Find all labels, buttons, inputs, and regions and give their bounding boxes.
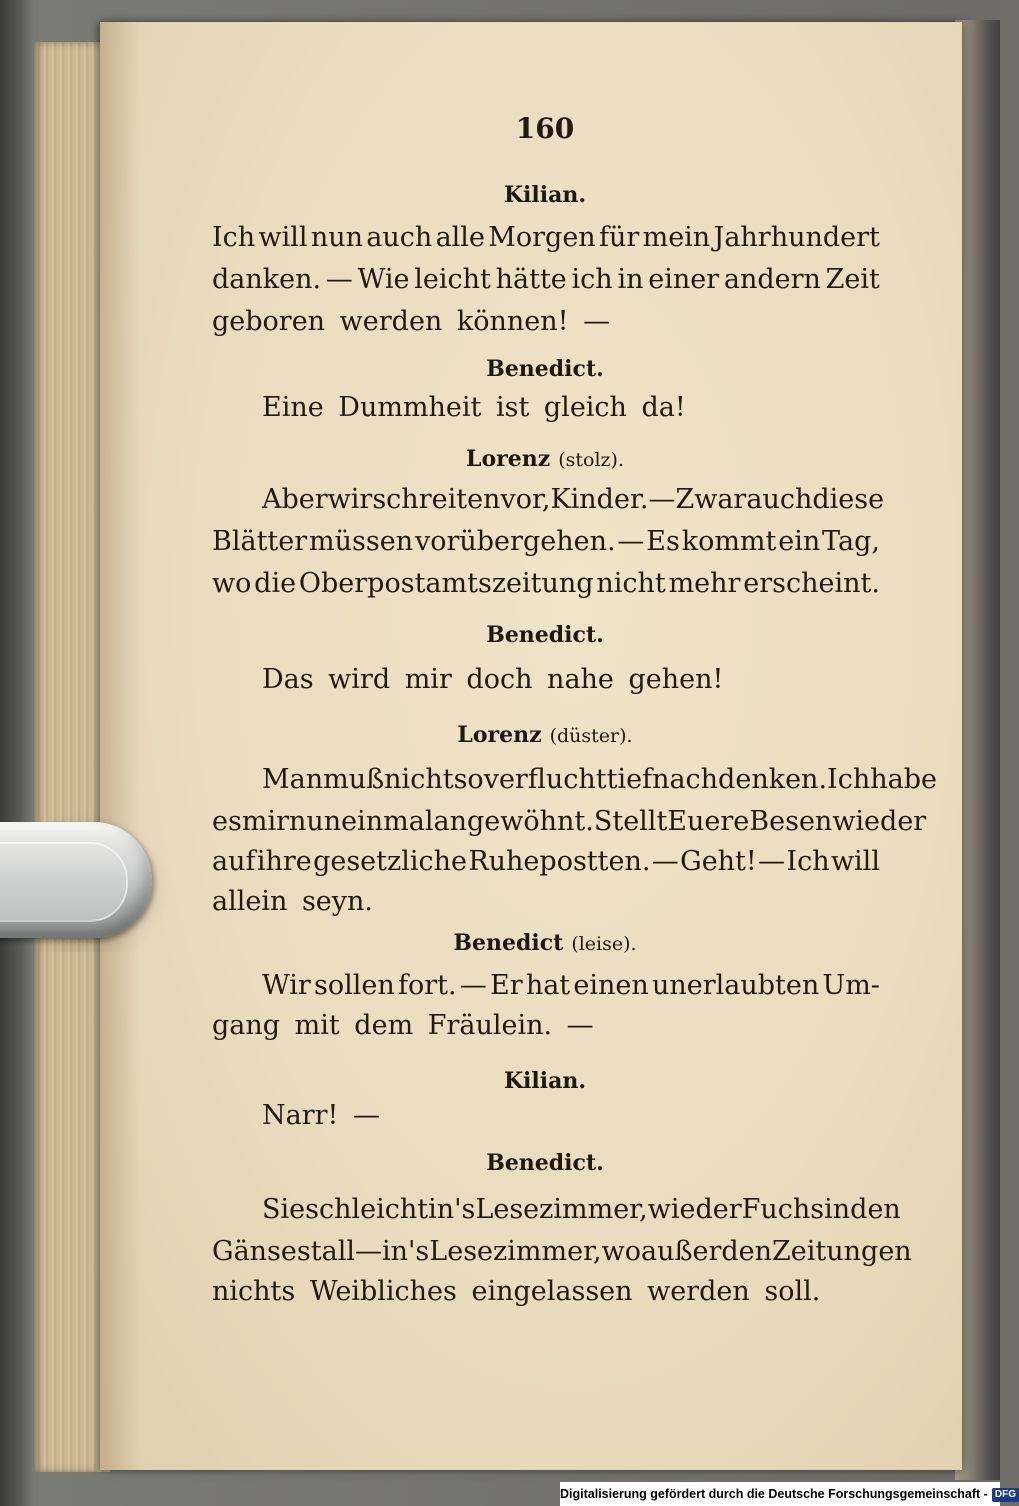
digitization-footer [560,1482,1016,1506]
word: schreiten [372,484,501,515]
word: einmal [341,806,434,837]
text-line [212,568,880,599]
gutter-shadow [100,22,140,1470]
word: — [325,264,353,295]
word: angewöhnt. [433,806,594,837]
word: — [459,970,487,1001]
word: nun [310,222,363,253]
word: außer [640,1236,722,1267]
page-number: 160 [515,112,575,145]
word: unerlaubten [651,970,820,1001]
word: Zwar [675,484,747,515]
word: Wie [357,264,410,295]
word: danken. [212,264,322,295]
word: erscheint. [743,568,880,599]
speaker-name: Benedict [453,930,564,956]
word: schleicht [305,1194,429,1225]
word: sollen [314,970,395,1001]
speaker-label [460,1150,630,1176]
stage-direction: (stolz). [558,449,624,471]
word: hätte [495,264,567,295]
word: einen [573,970,649,1001]
word: ihre [256,846,312,877]
word: alle [435,222,485,253]
speaker-label [430,722,660,748]
word: Euere [667,806,750,837]
word: wo [601,1236,641,1267]
word: — [651,846,679,877]
text-line [262,484,885,515]
text-line [262,764,937,795]
word: — [354,1236,382,1267]
word: Fuchs [741,1194,825,1225]
word: Ich [827,764,871,795]
word: nicht [384,764,454,795]
word: Zeit [825,264,880,295]
text-line [212,264,880,295]
word: Sie [262,1194,306,1225]
text-line [262,1194,901,1225]
text-line [212,846,880,877]
word: fort. [397,970,457,1001]
word: will [258,222,308,253]
word: in [824,1194,851,1225]
speaker-label [430,930,660,956]
word: Gänsestall [212,1236,355,1267]
word: Es [646,526,680,557]
word: Blätter [212,526,308,557]
word: wie [647,1194,696,1225]
word: den [850,1194,901,1225]
text-line: geboren werden können! — [212,306,611,337]
speaker-name: Lorenz [466,446,551,472]
word: Wir [262,970,311,1001]
word: Besen [749,806,833,837]
word: mein [642,222,711,253]
word: Oberpostamtszeitung [298,568,594,599]
word: — [617,526,645,557]
word: auch [746,484,813,515]
speaker-name: Benedict. [486,356,604,382]
word: in [617,264,644,295]
speaker-label [460,622,630,648]
word: kommt [681,526,777,557]
word: auch [366,222,433,253]
word: Er [489,970,523,1001]
speaker-name: Kilian. [503,1068,587,1094]
word: Geht! [680,846,757,877]
word: auf [212,846,256,877]
word: muß [323,764,385,795]
word: vor, [500,484,551,515]
word: Stellt [593,806,668,837]
word: diese [812,484,885,515]
text-line [212,1236,912,1267]
word: wir [327,484,373,515]
word: Ich [786,846,830,877]
text-line [212,222,880,253]
text-line: Eine Dummheit ist gleich da! [262,392,686,423]
text-line [262,970,880,1001]
word: habe [870,764,937,795]
speaker-name: Benedict. [486,1150,604,1176]
page-stack-edge [34,42,110,1472]
word: ich [571,264,613,295]
word: wo [212,568,252,599]
text-line: Das wird mir doch nahe gehen! [262,664,724,695]
speaker-label [440,446,650,472]
word: Lesezimmer, [475,1194,648,1225]
word: in's [381,1236,430,1267]
speaker-label [470,1068,620,1094]
word: Ruhepostten. [468,846,651,877]
stage-direction: (leise). [571,933,637,955]
word: es [212,806,242,837]
word: Jahrhundert [713,222,880,253]
word: — [648,484,676,515]
word: ein [778,526,821,557]
word: Man [262,764,324,795]
word: Ich [212,222,256,253]
speaker-label [460,356,630,382]
speaker-name: Benedict. [486,622,604,648]
speaker-name: Kilian. [503,182,587,208]
word: Zeitungen [772,1236,912,1267]
word: Kinder. [550,484,649,515]
text-line [212,526,880,557]
word: mehr [668,568,741,599]
stage-direction: (düster). [549,725,633,747]
word: — [758,846,786,877]
dfg-logo: DFG [992,1488,1019,1502]
word: vorübergehen. [414,526,616,557]
text-line: allein seyn. [212,886,374,917]
word: mir [241,806,289,837]
word: in's [428,1194,476,1225]
text-line: gang mit dem Fräulein. — [212,1010,594,1041]
word: wieder [832,806,927,837]
word: für [599,222,640,253]
word: Morgen [488,222,596,253]
word: gesetzliche [313,846,467,877]
speaker-name: Lorenz [457,722,542,748]
word: Um- [822,970,880,1001]
word: nicht [596,568,666,599]
word: einer [648,264,720,295]
text-line [212,806,927,837]
page-clip [0,822,152,938]
word: der [695,1194,742,1225]
word: leicht [414,264,491,295]
word: die [254,568,297,599]
text-line: nichts Weibliches eingelassen werden soll. [212,1276,821,1307]
speaker-label [470,182,620,208]
word: andern [723,264,821,295]
word: Lesezimmer, [429,1236,602,1267]
footer-text: Digitalisierung gefördert durch die Deutsche Forschungsgemeinschaft - [560,1487,988,1501]
word: hat [525,970,571,1001]
word: müssen [309,526,414,557]
word: Tag, [822,526,880,557]
word: Aber [262,484,328,515]
word: so [453,764,484,795]
word: nun [289,806,342,837]
word: tief [606,764,653,795]
clip-highlight [0,842,128,922]
word: den [721,1236,773,1267]
word: verflucht [483,764,607,795]
text-line: Narr! — [262,1100,380,1131]
word: nachdenken. [652,764,828,795]
word: will [830,846,880,877]
